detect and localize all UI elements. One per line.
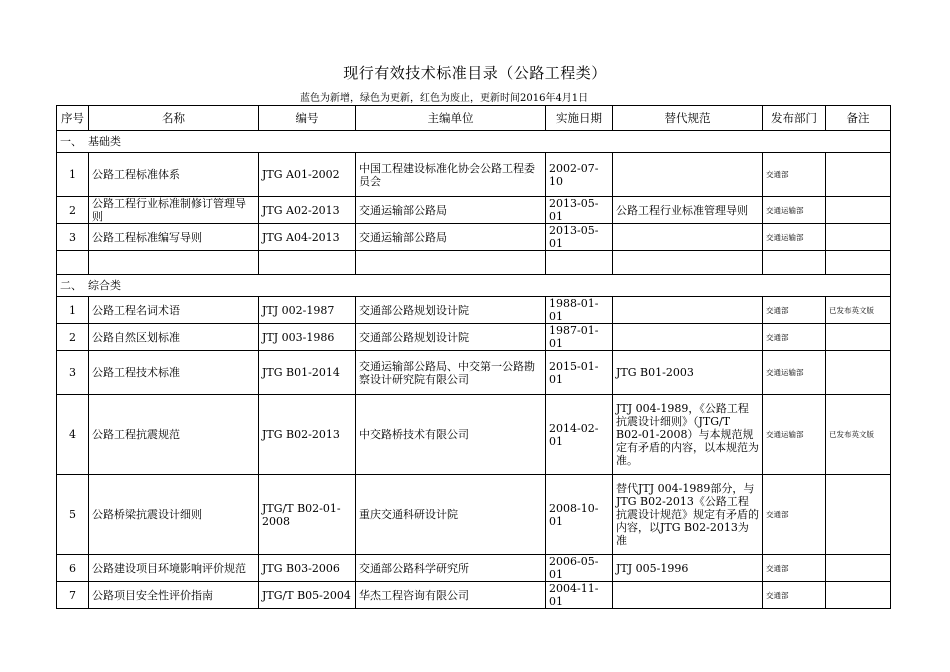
empty-cell: [613, 251, 763, 275]
page-subtitle: 蓝色为新增，绿色为更新，红色为废止，更新时间2016年4月1日: [300, 93, 589, 104]
section-row: [57, 131, 891, 153]
cell-name: 公路工程技术标准: [89, 351, 259, 395]
empty-row: [57, 251, 891, 275]
table-row: [57, 153, 891, 197]
cell-date: 2013-05-01: [546, 224, 613, 251]
cell-date: 1988-01-01: [546, 297, 613, 324]
cell-date: 1987-01-01: [546, 324, 613, 351]
cell-date: 2006-05-01: [546, 555, 613, 582]
cell-code: JTJ 003-1986: [259, 324, 356, 351]
cell-date: 2008-10-01: [546, 475, 613, 555]
cell-editor: 中交路桥技术有限公司: [356, 395, 546, 475]
table-row: [57, 395, 891, 475]
cell-editor: 交通部公路科学研究所: [356, 555, 546, 582]
cell-seq: 7: [57, 582, 89, 609]
cell-editor: 交通运输部公路局: [356, 197, 546, 224]
cell-note: [826, 582, 891, 609]
header-name: 名称: [89, 106, 259, 131]
section-label: 基础类: [88, 135, 121, 148]
cell-name: 公路自然区划标准: [89, 324, 259, 351]
cell-note: [826, 153, 891, 197]
table-row: [57, 197, 891, 224]
cell-note: 已发布英文版: [826, 297, 891, 324]
cell-seq: 2: [57, 197, 89, 224]
section-heading: [57, 131, 891, 153]
cell-editor: 交通部公路规划设计院: [356, 324, 546, 351]
cell-replaces: JTJ 005-1996: [613, 555, 763, 582]
cell-seq: 3: [57, 224, 89, 251]
empty-cell: [89, 251, 259, 275]
cell-note: [826, 475, 891, 555]
cell-replaces: [613, 153, 763, 197]
empty-cell: [826, 251, 891, 275]
cell-editor: 交通运输部公路局、中交第一公路勘察设计研究院有限公司: [356, 351, 546, 395]
cell-editor: 交通部公路规划设计院: [356, 297, 546, 324]
section-label: 综合类: [88, 279, 121, 292]
cell-code: JTG A04-2013: [259, 224, 356, 251]
header-row: [57, 106, 891, 131]
header-note: 备注: [826, 106, 891, 131]
cell-name: 公路工程抗震规范: [89, 395, 259, 475]
cell-seq: 1: [57, 153, 89, 197]
empty-cell: [259, 251, 356, 275]
header-date: 实施日期: [546, 106, 613, 131]
cell-code: JTG A02-2013: [259, 197, 356, 224]
cell-dept: 交通部: [763, 324, 826, 351]
header-seq: 序号: [57, 106, 89, 131]
cell-code: JTG A01-2002: [259, 153, 356, 197]
cell-date: 2002-07-10: [546, 153, 613, 197]
table-row: [57, 224, 891, 251]
cell-date: 2004-11-01: [546, 582, 613, 609]
cell-code: JTG/T B02-01-2008: [259, 475, 356, 555]
cell-dept: 交通部: [763, 153, 826, 197]
cell-replaces: JTG B01-2003: [613, 351, 763, 395]
cell-date: 2014-02-01: [546, 395, 613, 475]
section-heading: [57, 275, 891, 297]
header-editor: 主编单位: [356, 106, 546, 131]
cell-editor: 华杰工程咨询有限公司: [356, 582, 546, 609]
cell-replaces: [613, 297, 763, 324]
cell-editor: 中国工程建设标准化协会公路工程委员会: [356, 153, 546, 197]
cell-note: [826, 224, 891, 251]
cell-replaces: 公路工程行业标准管理导则: [613, 197, 763, 224]
header-dept: 发布部门: [763, 106, 826, 131]
cell-seq: 4: [57, 395, 89, 475]
empty-cell: [763, 251, 826, 275]
cell-note: [826, 324, 891, 351]
section-number: 二、: [60, 279, 82, 292]
cell-dept: 交通部: [763, 297, 826, 324]
cell-name: 公路项目安全性评价指南: [89, 582, 259, 609]
cell-code: JTG B03-2006: [259, 555, 356, 582]
cell-seq: 3: [57, 351, 89, 395]
cell-code: JTG B02-2013: [259, 395, 356, 475]
header-code: 编号: [259, 106, 356, 131]
cell-seq: 5: [57, 475, 89, 555]
empty-cell: [546, 251, 613, 275]
empty-cell: [356, 251, 546, 275]
cell-name: 公路工程行业标准制修订管理导则: [89, 197, 259, 224]
cell-dept: 交通运输部: [763, 351, 826, 395]
cell-note: [826, 197, 891, 224]
cell-name: 公路建设项目环境影响评价规范: [89, 555, 259, 582]
cell-dept: 交通部: [763, 475, 826, 555]
cell-replaces: 替代JTJ 004-1989部分，与JTG B02-2013《公路工程抗震设计规范》规定有矛盾的内容，以JTG B02-2013为准: [613, 475, 763, 555]
cell-note: [826, 351, 891, 395]
cell-note: 已发布英文版: [826, 395, 891, 475]
cell-seq: 1: [57, 297, 89, 324]
table-row: [57, 351, 891, 395]
header-replaces: 替代规范: [613, 106, 763, 131]
cell-dept: 交通运输部: [763, 224, 826, 251]
cell-replaces: [613, 582, 763, 609]
table-row: [57, 555, 891, 582]
page-title: 现行有效技术标准目录（公路工程类）: [343, 64, 607, 82]
cell-seq: 6: [57, 555, 89, 582]
section-number: 一、: [60, 135, 82, 148]
table-row: [57, 475, 891, 555]
cell-name: 公路工程标准体系: [89, 153, 259, 197]
cell-dept: 交通运输部: [763, 395, 826, 475]
cell-code: JTJ 002-1987: [259, 297, 356, 324]
cell-name: 公路工程名词术语: [89, 297, 259, 324]
cell-name: 公路工程标准编写导则: [89, 224, 259, 251]
cell-replaces: JTJ 004-1989，《公路工程抗震设计细则》（JTG/T B02-01-2008）与本规范规定有矛盾的内容，以本规范为准。: [613, 395, 763, 475]
cell-date: 2015-01-01: [546, 351, 613, 395]
cell-seq: 2: [57, 324, 89, 351]
cell-note: [826, 555, 891, 582]
cell-replaces: [613, 224, 763, 251]
cell-dept: 交通部: [763, 555, 826, 582]
cell-editor: 交通运输部公路局: [356, 224, 546, 251]
table-row: [57, 582, 891, 609]
standards-table: [56, 105, 891, 609]
empty-cell: [57, 251, 89, 275]
cell-date: 2013-05-01: [546, 197, 613, 224]
cell-replaces: [613, 324, 763, 351]
cell-code: JTG/T B05-2004: [259, 582, 356, 609]
cell-dept: 交通部: [763, 582, 826, 609]
cell-code: JTG B01-2014: [259, 351, 356, 395]
section-row: [57, 275, 891, 297]
cell-name: 公路桥梁抗震设计细则: [89, 475, 259, 555]
table-row: [57, 324, 891, 351]
cell-dept: 交通运输部: [763, 197, 826, 224]
table-row: [57, 297, 891, 324]
cell-editor: 重庆交通科研设计院: [356, 475, 546, 555]
